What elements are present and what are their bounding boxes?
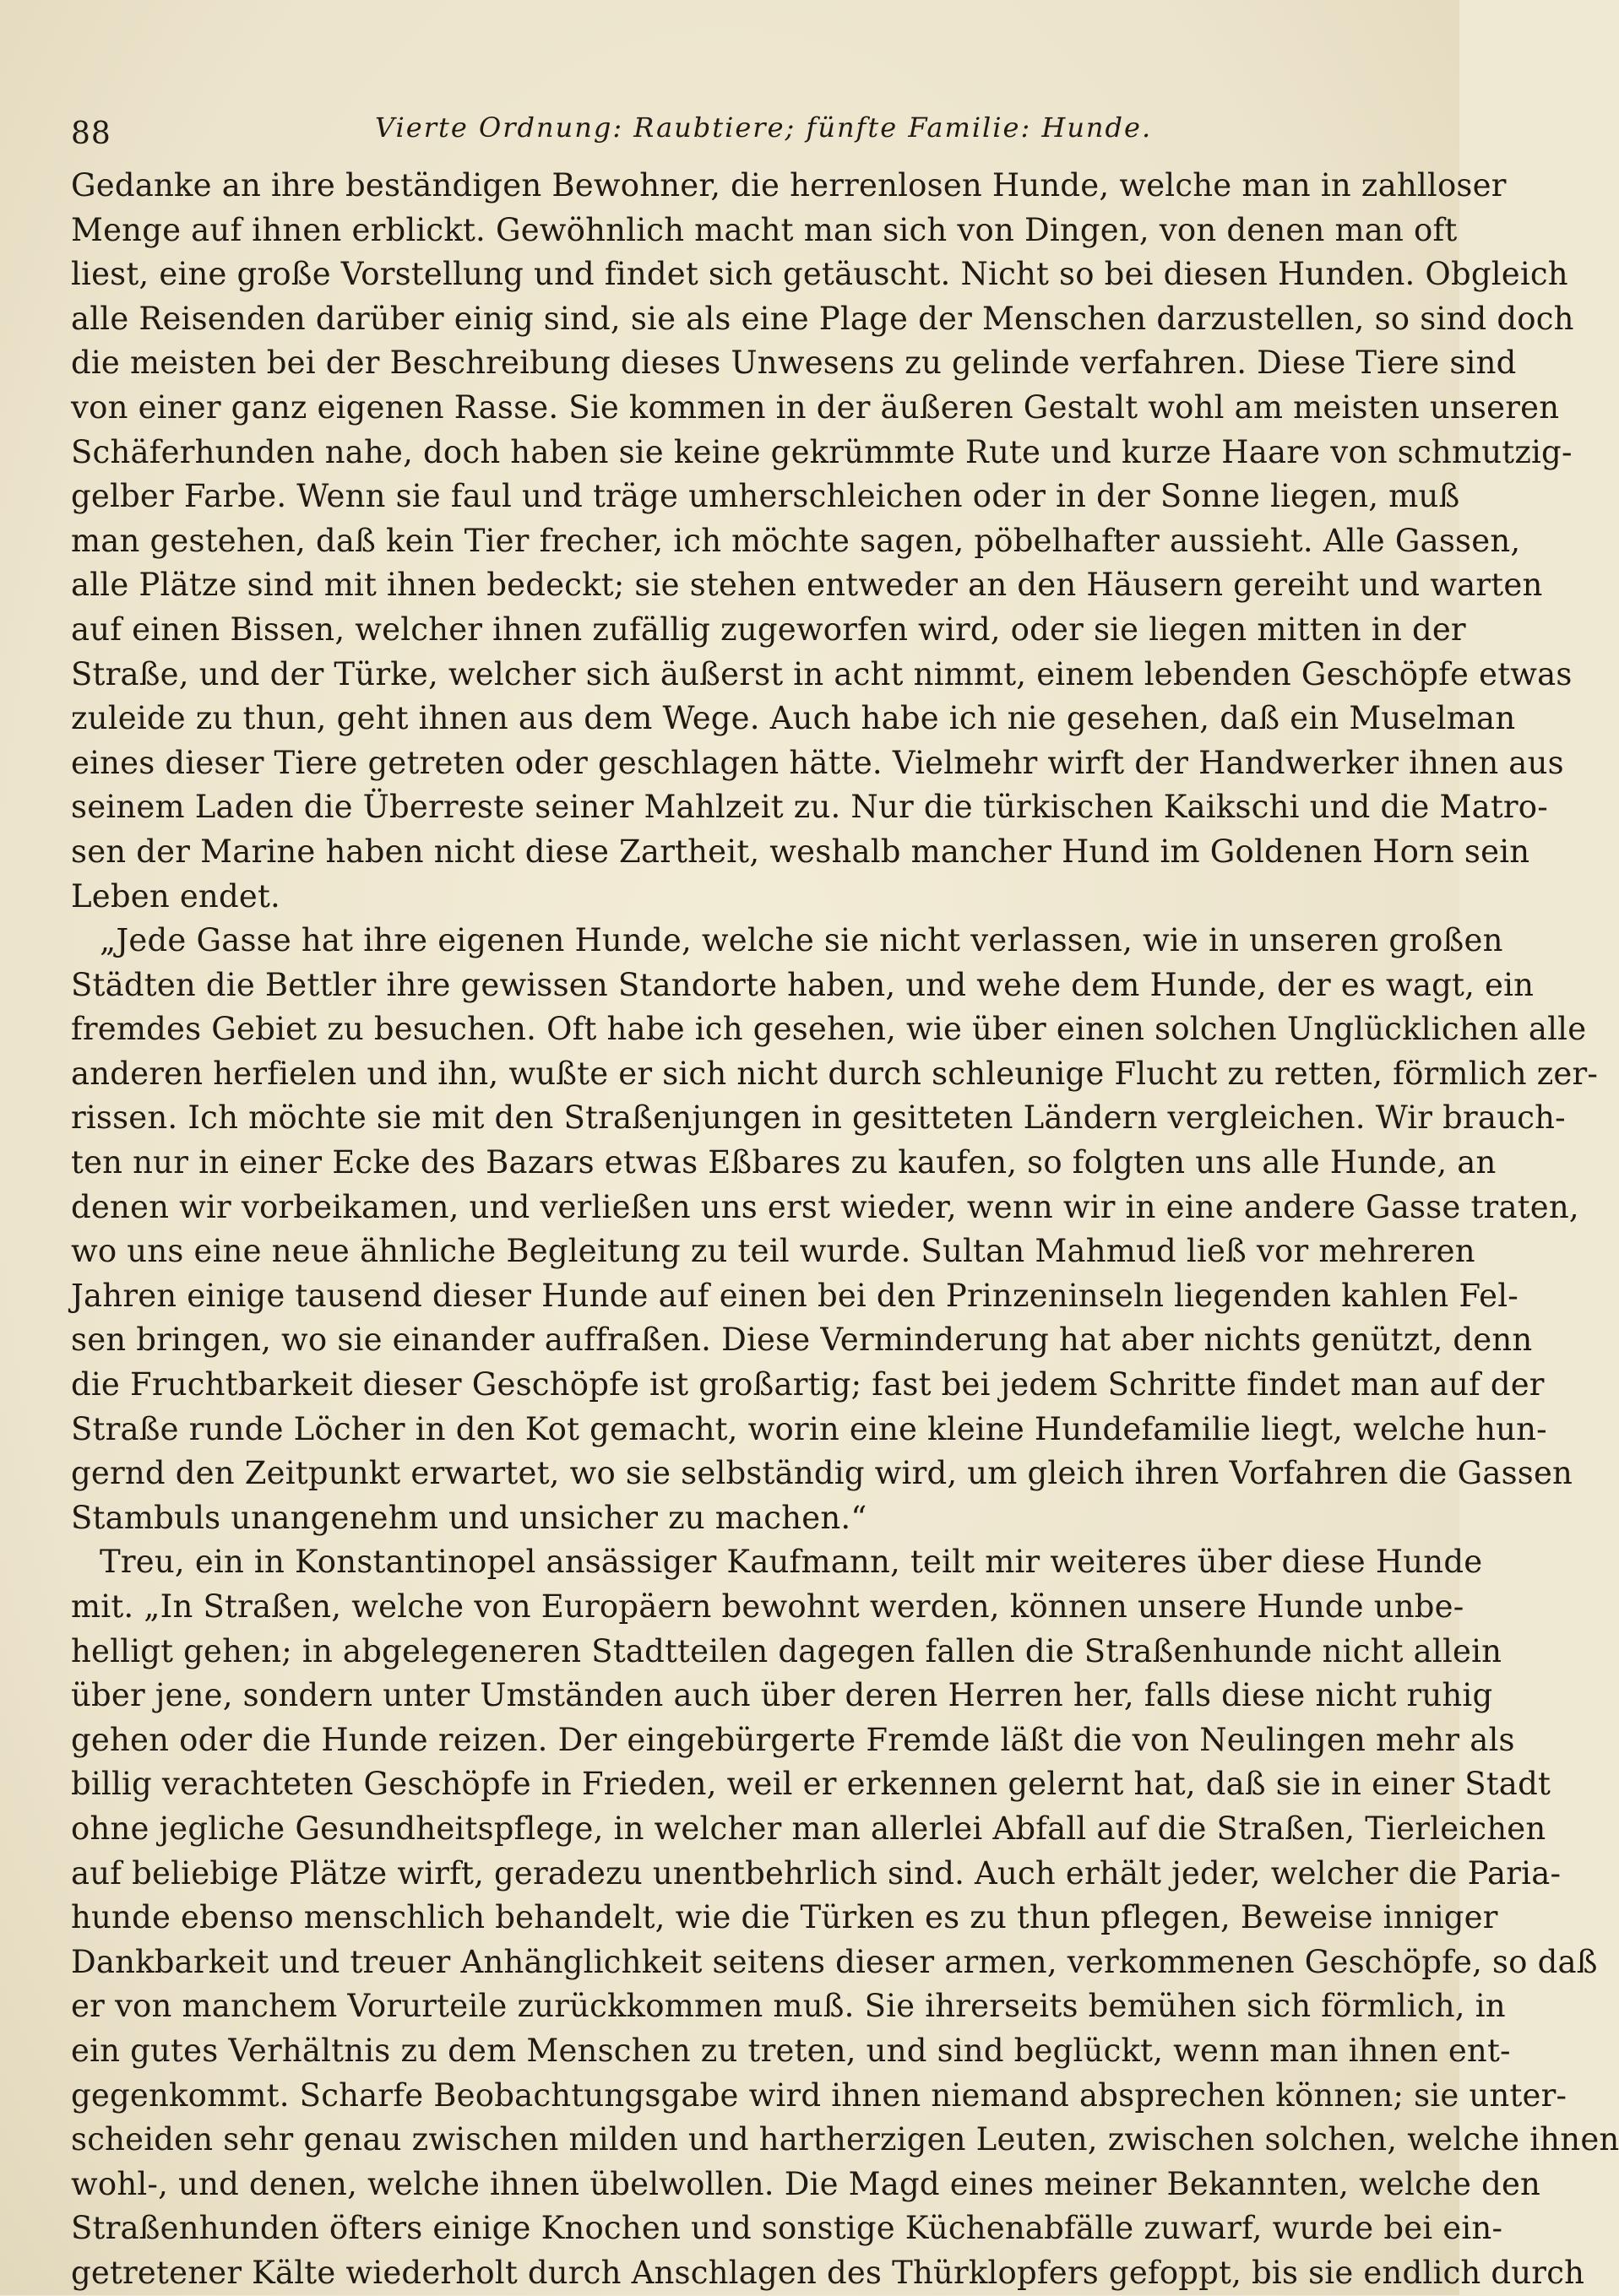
text-line: gelber Farbe. Wenn sie faul und träge umherschleichen oder in der Sonne liegen, muß: [71, 478, 1460, 515]
text-line: ohne jegliche Gesundheitspflege, in welcher man allerlei Abfall auf die Straßen, Tierleichen: [71, 1810, 1546, 1847]
text-line: ten nur in einer Ecke des Bazars etwas Eßbares zu kaufen, so folgten uns alle Hunde, an: [71, 1144, 1497, 1181]
text-line: mit. „In Straßen, welche von Europäern bewohnt werden, können unsere Hunde unbe-: [71, 1588, 1464, 1625]
text-line: die meisten bei der Beschreibung dieses Unwesens zu gelinde verfahren. Diese Tiere sind: [71, 345, 1517, 382]
text-line: zuleide zu thun, geht ihnen aus dem Wege. Auch habe ich nie gesehen, daß ein Muselman: [71, 700, 1516, 737]
text-line: man gestehen, daß kein Tier frecher, ich möchte sagen, pöbelhafter aussieht. Alle Gassen,: [71, 522, 1521, 559]
text-line: wohl-, und denen, welche ihnen übelwollen. Die Magd eines meiner Bekannten, welche den: [71, 2165, 1541, 2202]
text-line: Straße, und der Türke, welcher sich äußerst in acht nimmt, einem lebenden Geschöpfe etwas: [71, 655, 1573, 692]
text-line: sen bringen, wo sie einander auffraßen. Diese Verminderung hat aber nichts genützt, denn: [71, 1322, 1533, 1359]
text-line: sen der Marine haben nicht diese Zartheit, weshalb mancher Hund im Goldenen Horn sein: [71, 833, 1530, 870]
text-line: Leben endet.: [71, 877, 280, 915]
text-line: scheiden sehr genau zwischen milden und hartherzigen Leuten, zwischen solchen, welche ihnen: [71, 2121, 1619, 2158]
text-line: denen wir vorbeikamen, und verließen uns erst wieder, wenn wir in eine andere Gasse traten,: [71, 1188, 1579, 1225]
text-line: Städten die Bettler ihre gewissen Standorte haben, und wehe dem Hunde, der es wagt, ein: [71, 966, 1535, 1003]
text-line: auf einen Bissen, welcher ihnen zufällig zugeworfen wird, oder sie liegen mitten in der: [71, 611, 1466, 648]
text-line: eines dieser Tiere getreten oder geschlagen hätte. Vielmehr wirft der Handwerker ihnen aus: [71, 744, 1564, 781]
text-line: Straßenhunden öfters einige Knochen und sonstige Küchenabfälle zuwarf, wurde bei ein-: [71, 2210, 1503, 2247]
text-line: „Jede Gasse hat ihre eigenen Hunde, welche sie nicht verlassen, wie in unseren großen: [100, 922, 1503, 959]
text-line: seinem Laden die Überreste seiner Mahlzeit zu. Nur die türkischen Kaikschi und die Matro-: [71, 789, 1548, 826]
text-line: Schäferhunden nahe, doch haben sie keine gekrümmte Rute und kurze Haare von schmutzig-: [71, 433, 1573, 470]
text-line: fremdes Gebiet zu besuchen. Oft habe ich gesehen, wie über einen solchen Unglücklichen alle: [71, 1011, 1587, 1048]
body-text: [71, 164, 1619, 2296]
text-line: über jene, sondern unter Umständen auch über deren Herren her, falls diese nicht ruhig: [71, 1677, 1493, 1714]
text-line: gehen oder die Hunde reizen. Der eingebürgerte Fremde läßt die von Neulingen mehr als: [71, 1721, 1515, 1758]
running-head: [71, 111, 1388, 152]
running-head-title: Vierte Ordnung: Raubtiere; fünfte Familie: Hunde.: [375, 111, 1153, 144]
text-line: Dankbarkeit und treuer Anhänglichkeit seitens dieser armen, verkommenen Geschöpfe, so daß: [71, 1943, 1598, 1980]
text-line: Treu, ein in Konstantinopel ansässiger Kaufmann, teilt mir weiteres über diese Hunde: [100, 1544, 1483, 1581]
text-line: liest, eine große Vorstellung und findet sich getäuscht. Nicht so bei diesen Hunden. Obgleich: [71, 256, 1568, 293]
text-line: getretener Kälte wiederholt durch Anschlagen des Thürklopfers gefoppt, bis sie endlich durch: [71, 2254, 1585, 2291]
text-line: die Fruchtbarkeit dieser Geschöpfe ist großartig; fast bei jedem Schritte findet man auf der: [71, 1366, 1545, 1403]
text-line: alle Plätze sind mit ihnen bedeckt; sie stehen entweder an den Häusern gereiht und warten: [71, 567, 1543, 604]
text-line: hunde ebenso menschlich behandelt, wie die Türken es zu thun pflegen, Beweise inniger: [71, 1899, 1498, 1936]
text-line: auf beliebige Plätze wirft, geradezu unentbehrlich sind. Auch erhält jeder, welcher die Paria-: [71, 1854, 1562, 1892]
text-line: gegenkommt. Scharfe Beobachtungsgabe wird ihnen niemand absprechen können; sie unter-: [71, 2076, 1567, 2114]
text-line: rissen. Ich möchte sie mit den Straßenjungen in gesitteten Ländern vergleichen. Wir brauch-: [71, 1099, 1566, 1137]
text-line: alle Reisenden darüber einig sind, sie als eine Plage der Menschen darzustellen, so sind doch: [71, 300, 1574, 337]
text-line: helligt gehen; in abgelegeneren Stadtteilen dagegen fallen die Straßenhunde nicht allein: [71, 1632, 1502, 1669]
text-line: ein gutes Verhältnis zu dem Menschen zu treten, und sind beglückt, wenn man ihnen ent-: [71, 2032, 1511, 2069]
text-line: Stambuls unangenehm und unsicher zu machen.“: [71, 1499, 867, 1536]
text-line: billig verachteten Geschöpfe in Frieden, weil er erkennen gelernt hat, daß sie in einer Stadt: [71, 1766, 1551, 1803]
page-number: 88: [71, 117, 111, 151]
text-line: Gedanke an ihre beständigen Bewohner, die herrenlosen Hunde, welche man in zahlloser: [71, 167, 1507, 204]
text-line: gernd den Zeitpunkt erwartet, wo sie selbständig wird, um gleich ihren Vorfahren die Gassen: [71, 1455, 1573, 1492]
text-line: wo uns eine neue ähnliche Begleitung zu teil wurde. Sultan Mahmud ließ vor mehreren: [71, 1233, 1475, 1270]
text-line: er von manchem Vorurteile zurückkommen muß. Sie ihrerseits bemühen sich förmlich, in: [71, 1988, 1506, 2025]
text-line: Straße runde Löcher in den Kot gemacht, worin eine kleine Hundefamilie liegt, welche hun-: [71, 1410, 1547, 1447]
text-line: Jahren einige tausend dieser Hunde auf einen bei den Prinzeninseln liegenden kahlen Fel-: [71, 1277, 1518, 1314]
text-line: von einer ganz eigenen Rasse. Sie kommen in der äußeren Gestalt wohl am meisten unseren: [71, 388, 1560, 426]
text-line: anderen herfielen und ihn, wußte er sich nicht durch schleunige Flucht zu retten, förmlich zer-: [71, 1055, 1599, 1092]
text-line: Menge auf ihnen erblickt. Gewöhnlich macht man sich von Dingen, von denen man oft: [71, 211, 1458, 248]
